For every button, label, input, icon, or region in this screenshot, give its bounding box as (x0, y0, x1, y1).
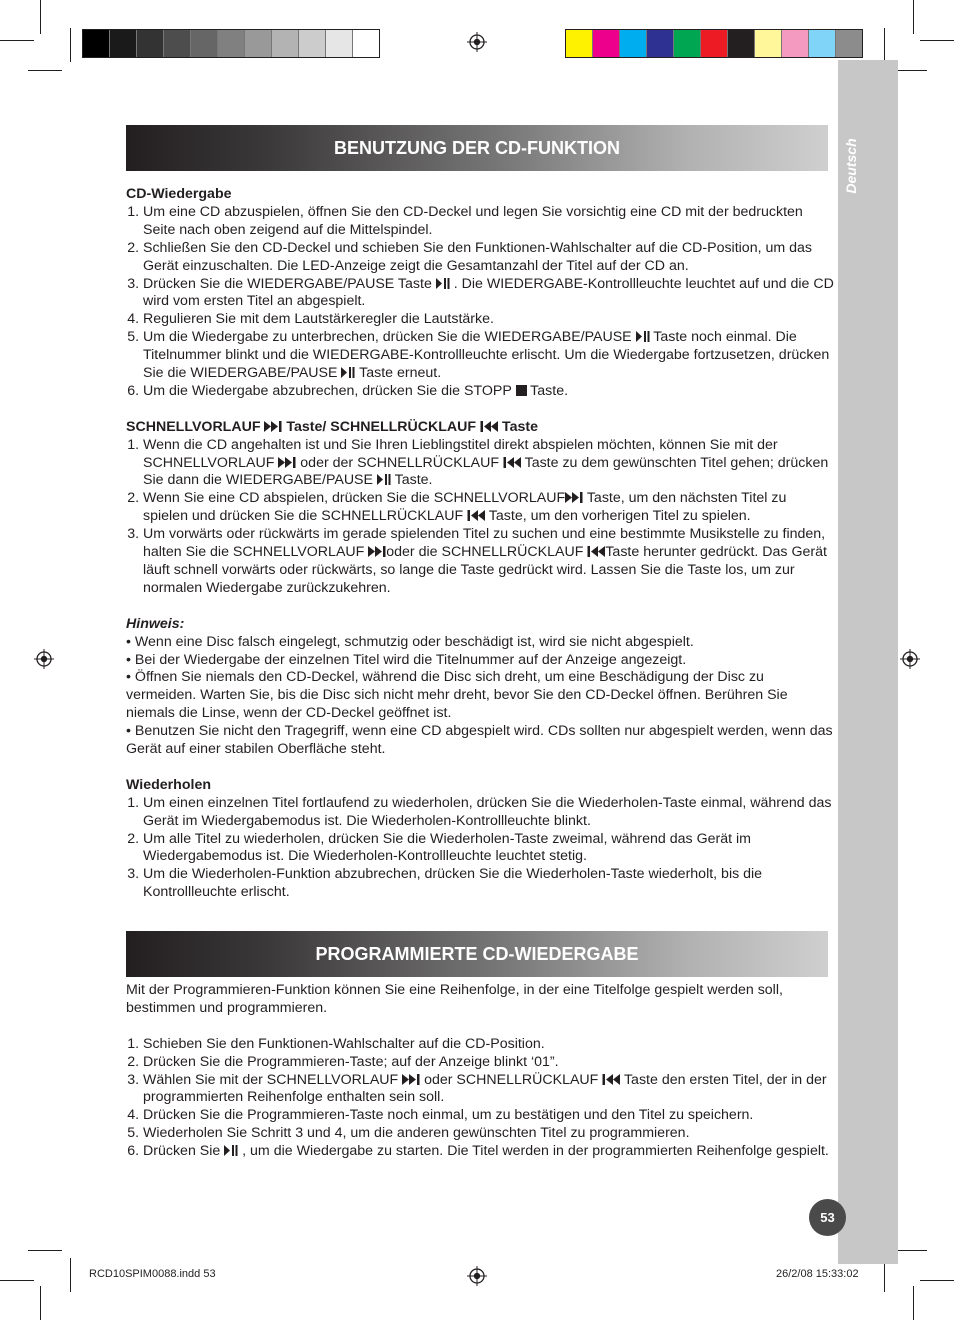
crop-mark (28, 70, 62, 71)
stop-icon (516, 385, 527, 396)
play-pause-icon (377, 474, 391, 485)
crop-mark (0, 40, 34, 41)
note-item: • Wenn eine Disc falsch eingelegt, schmutzig oder beschädigt ist, wird sie nicht abgespielt. (126, 633, 694, 650)
playback-steps (126, 204, 834, 401)
crop-mark (40, 0, 41, 34)
play-pause-icon (341, 367, 355, 378)
color-swatch (566, 30, 593, 57)
note-item: • Öffnen Sie niemals den CD-Deckel, während die Disc sich dreht, um eine Beschädigung der Disc zu vermeiden. Warten Sie, bis die Disc sich nicht mehr dreht, bevor Sie den CD-Deckel öffnen. Berühren Sie niemals die Linse, wenn der CD-Deckel geöffnet ist. (126, 669, 788, 722)
list-item: 1. Schieben Sie den Funktionen-Wahlschalter auf die CD-Position. (143, 1036, 834, 1054)
subheading-playback: CD-Wiedergabe (126, 186, 232, 202)
color-swatch (83, 30, 110, 57)
list-item: 5. Um die Wiedergabe zu unterbrechen, drücken Sie die WIEDERGABE/PAUSE Taste noch einmal. Die Titelnummer blinkt und die WIEDERGABE-Kontrollleuchte erlischt. Um die Wiedergabe fortzusetzen, drücken Sie die WIEDERGABE/PAUSE Taste erneut. (143, 329, 834, 383)
crop-mark (40, 1286, 41, 1320)
grayscale-color-bar (82, 29, 380, 58)
color-swatch (326, 30, 353, 57)
list-item: 2. Um alle Titel zu wiederholen, drücken Sie die Wiederholen-Taste zweimal, während das Gerät im Wiedergabemodus ist. Die Wiederholen-Kontrollleuchte leuchtet stetig. (143, 831, 834, 867)
language-side-tab (838, 60, 898, 1264)
color-swatch (191, 30, 218, 57)
fast-forward-icon (264, 421, 282, 432)
skip-steps (126, 437, 834, 598)
list-item: 3. Um die Wiederholen-Funktion abzubrechen, drücken Sie die Wiederholen-Taste wiederholt, bis die Kontrollleuchte erlischt. (143, 866, 834, 902)
section-title-banner (126, 125, 828, 171)
section-title: PROGRAMMIERTE CD-WIEDERGABE (315, 943, 639, 964)
crop-mark (893, 1250, 927, 1251)
crop-mark (70, 28, 71, 62)
list-item: 4. Regulieren Sie mit dem Lautstärkeregler die Lautstärke. (143, 311, 834, 329)
intro-text: Mit der Programmieren-Funktion können Sie eine Reihenfolge, in der eine Titelfolge gespielt werden soll, bestimmen und programmieren. (126, 982, 783, 1016)
process-color-bar (565, 29, 863, 58)
list-item: 6. Um die Wiedergabe abzubrechen, drücken Sie die STOPP Taste. (143, 383, 834, 401)
crop-mark (913, 1286, 914, 1320)
subheading-notes: Hinweis: (126, 615, 185, 632)
color-swatch (809, 30, 836, 57)
color-swatch (701, 30, 728, 57)
section-title: BENUTZUNG DER CD-FUNKTION (334, 137, 620, 158)
color-swatch (245, 30, 272, 57)
color-swatch (218, 30, 245, 57)
fast-forward-icon (402, 1074, 420, 1085)
note-item: • Benutzen Sie nicht den Tragegriff, wenn eine CD abgespielt wird. CDs sollten nur abgespielt werden, wenn das Gerät auf einer stabilen Oberfläche steht. (126, 723, 833, 758)
crop-mark (884, 28, 885, 62)
crop-mark (913, 0, 914, 34)
list-item: 1. Wenn die CD angehalten ist und Sie Ihren Lieblingstitel direkt abspielen möchten, können Sie mit der SCHNELLVORLAUF oder der SCHNELLRÜCKLAUF Taste zu dem gewünschten Titel gehen; drücken Sie dann die WIEDERGABE/PAUSE Taste. (143, 437, 834, 491)
color-swatch (836, 30, 862, 57)
registration-mark-icon (467, 1266, 487, 1286)
rewind-icon (587, 546, 605, 557)
color-swatch (593, 30, 620, 57)
color-swatch (728, 30, 755, 57)
color-swatch (272, 30, 299, 57)
color-swatch (353, 30, 379, 57)
list-item: 4. Drücken Sie die Programmieren-Taste noch einmal, um zu bestätigen und den Titel zu speichern. (143, 1107, 834, 1125)
list-item: 2. Schließen Sie den CD-Deckel und schieben Sie den Funktionen-Wahlschalter auf die CD-Position, um das Gerät einzuschalten. Die LED-Anzeige zeigt die Gesamtanzahl der Titel auf der CD an. (143, 240, 834, 276)
note-item: • Bei der Wiedergabe der einzelnen Titel wird die Titelnummer auf der Anzeige angezeigt. (126, 651, 687, 668)
section-title-banner (126, 931, 828, 977)
color-swatch (755, 30, 782, 57)
list-item: 5. Wiederholen Sie Schritt 3 und 4, um die anderen gewünschten Titel zu programmieren. (143, 1125, 834, 1143)
section-content-cd (126, 186, 834, 902)
color-swatch (620, 30, 647, 57)
section-content-program (126, 982, 834, 1161)
color-swatch (299, 30, 326, 57)
crop-mark (70, 1258, 71, 1292)
list-item: 3. Um vorwärts oder rückwärts im gerade spielenden Titel zu suchen und eine bestimmte Musikstelle zu finden, halten Sie die SCHNELLVORLAUF oder die SCHNELLRÜCKLAUF Taste herunter gedrückt. Das Gerät läuft schnell vorwärts oder rückwärts, so lange die Taste gedrückt wird. Lassen Sie die Taste los, um zur normalen Wiedergabe zurückzukehren. (143, 526, 834, 598)
play-pause-icon (636, 331, 650, 342)
list-item: 1. Um einen einzelnen Titel fortlaufend zu wiederholen, drücken Sie die Wiederholen-Taste einmal, während das Gerät im Wiedergabemodus ist. Die Wiederholen-Kontrollleuchte blinkt. (143, 795, 834, 831)
crop-mark (893, 70, 927, 71)
list-item: 6. Drücken Sie , um die Wiedergabe zu starten. Die Titel werden in der programmierten Reihenfolge gespielt. (143, 1143, 834, 1161)
rewind-icon (480, 421, 498, 432)
crop-mark (28, 1250, 62, 1251)
subheading-skip: SCHNELLVORLAUF Taste/ SCHNELLRÜCKLAUF Taste (126, 418, 538, 435)
program-steps (126, 1036, 834, 1161)
play-pause-icon (436, 278, 450, 289)
list-item: 3. Drücken Sie die WIEDERGABE/PAUSE Taste . Die WIEDERGABE-Kontrollleuchte leuchtet auf und die CD wird vom ersten Titel an abgespielt. (143, 276, 834, 312)
footer-file-info: RCD10SPIM0088.indd 53 (89, 1268, 216, 1280)
registration-mark-icon (467, 32, 487, 52)
fast-forward-icon (278, 457, 296, 468)
subheading-repeat: Wiederholen (126, 776, 212, 793)
list-item: 1. Um eine CD abzuspielen, öffnen Sie den CD-Deckel und legen Sie vorsichtig eine CD mit der bedruckten Seite nach oben zeigend auf die Mittelspindel. (143, 204, 834, 240)
fast-forward-icon (565, 492, 583, 503)
color-swatch (674, 30, 701, 57)
color-swatch (782, 30, 809, 57)
rewind-icon (467, 510, 485, 521)
page-number: 53 (809, 1199, 846, 1236)
repeat-steps (126, 795, 834, 902)
rewind-icon (503, 457, 521, 468)
registration-mark-icon (34, 649, 54, 669)
crop-mark (0, 1280, 34, 1281)
list-item: 3. Wählen Sie mit der SCHNELLVORLAUF oder SCHNELLRÜCKLAUF Taste den ersten Titel, der in der programmierten Reihenfolge enthalten sein soll. (143, 1072, 834, 1108)
color-swatch (164, 30, 191, 57)
list-item: 2. Wenn Sie eine CD abspielen, drücken Sie die SCHNELLVORLAUF Taste, um den nächsten Titel zu spielen und drücken Sie die SCHNELLRÜCKLAUF Taste, um den vorherigen Titel zu spielen. (143, 490, 834, 526)
language-label: Deutsch (843, 138, 859, 194)
crop-mark (920, 1280, 954, 1281)
color-swatch (110, 30, 137, 57)
play-pause-icon (224, 1145, 238, 1156)
registration-mark-icon (900, 649, 920, 669)
color-swatch (137, 30, 164, 57)
color-swatch (647, 30, 674, 57)
list-item: 2. Drücken Sie die Programmieren-Taste; auf der Anzeige blinkt ‘01”. (143, 1054, 834, 1072)
crop-mark (920, 40, 954, 41)
rewind-icon (602, 1074, 620, 1085)
fast-forward-icon (368, 546, 386, 557)
footer-date: 26/2/08 15:33:02 (776, 1268, 859, 1280)
